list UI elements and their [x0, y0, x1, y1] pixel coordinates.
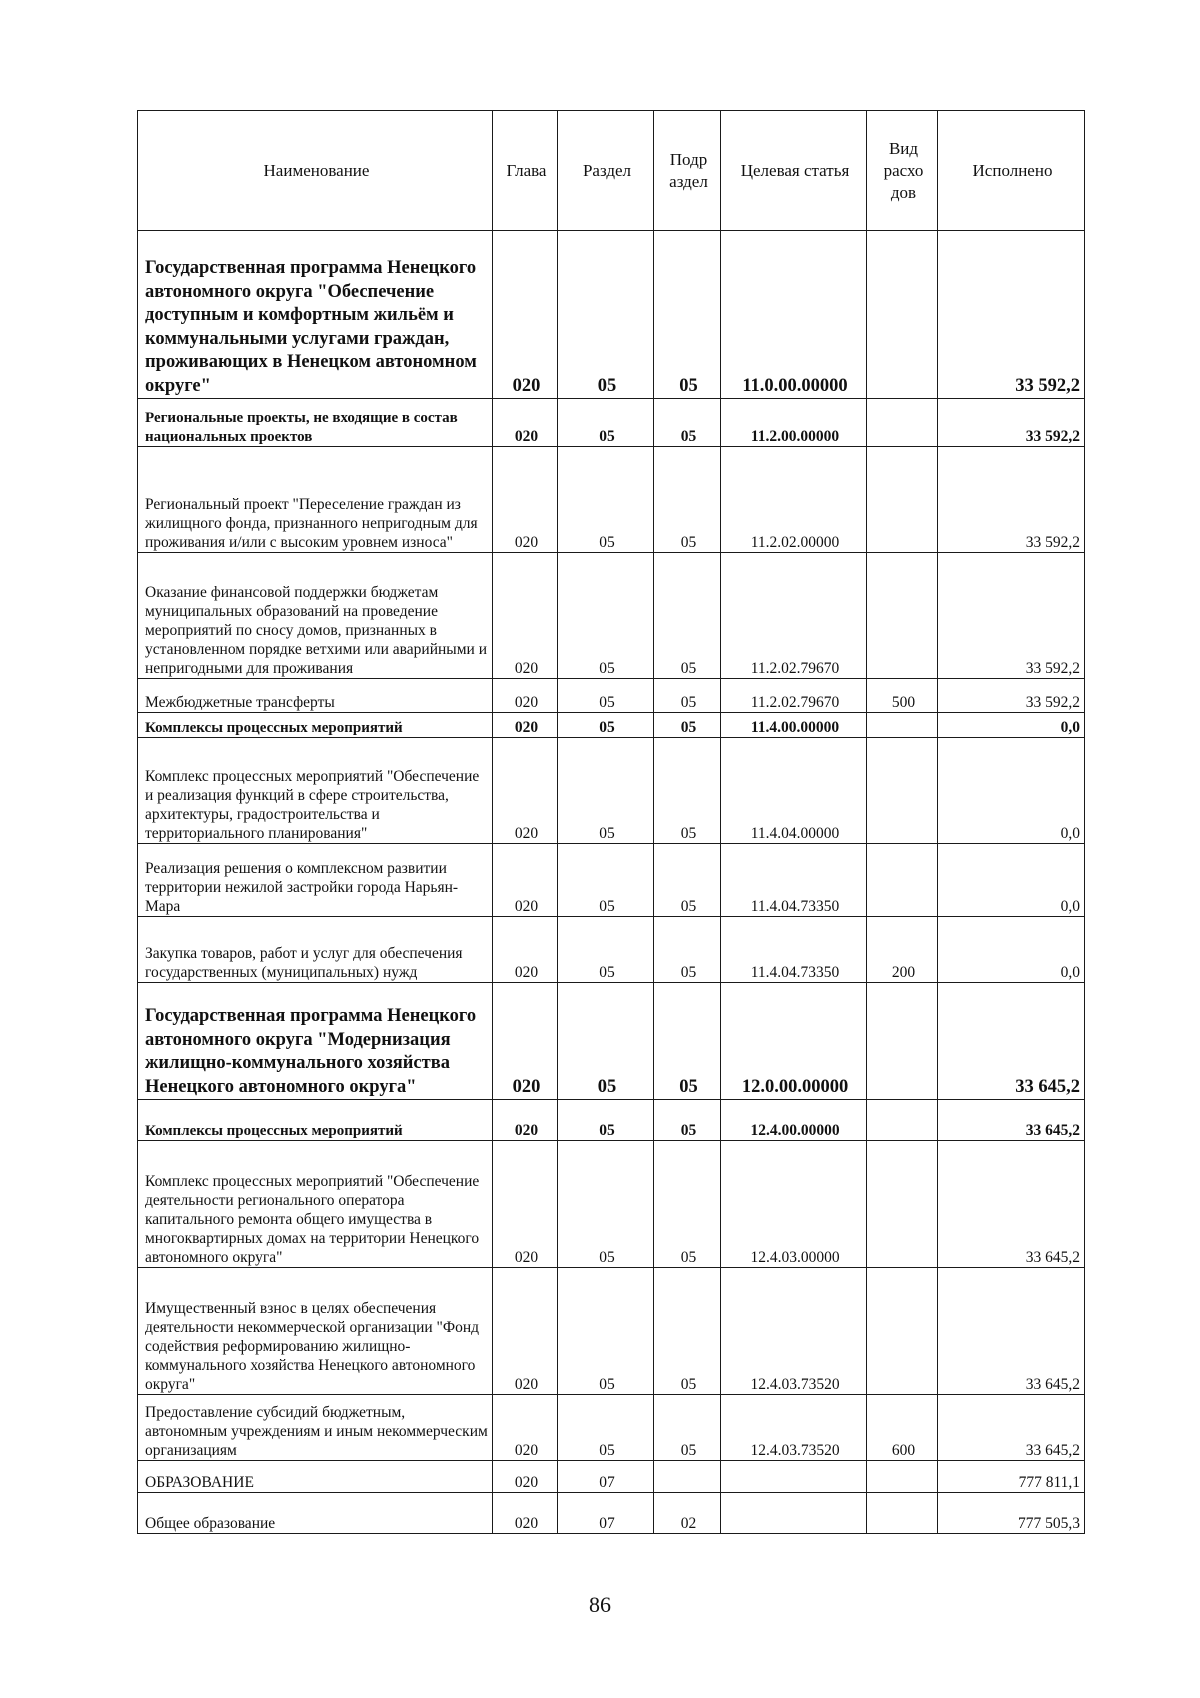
row-razdel: 05	[558, 399, 654, 447]
row-vid	[867, 231, 938, 399]
row-celevaya	[721, 1493, 867, 1534]
table-row	[138, 231, 1085, 399]
row-glava: 020	[493, 231, 558, 399]
header-vid: Вид расхо дов	[867, 111, 938, 231]
row-celevaya: 12.0.00.00000	[721, 983, 867, 1100]
row-glava: 020	[493, 738, 558, 844]
header-razdel: Раздел	[558, 111, 654, 231]
row-name: Общее образование	[138, 1493, 493, 1534]
row-celevaya: 11.2.00.00000	[721, 399, 867, 447]
row-razdel: 05	[558, 1141, 654, 1268]
row-vid	[867, 447, 938, 553]
row-razdel: 05	[558, 679, 654, 713]
table-row	[138, 553, 1085, 679]
row-name: Имущественный взнос в целях обеспечения деятельности некоммерческой организации "Фонд содействия реформированию жилищно-коммунального хозяйства Ненецкого автономного округа"	[138, 1268, 493, 1395]
row-ispolneno: 33 645,2	[938, 1268, 1085, 1395]
row-vid	[867, 713, 938, 738]
row-name: Реализация решения о комплексном развитии территории нежилой застройки города Нарьян-Мара	[138, 844, 493, 917]
row-celevaya: 11.4.04.73350	[721, 917, 867, 983]
row-name: Комплекс процессных мероприятий "Обеспечение и реализация функций в сфере строительства, архитектуры, градостроительства и территориального планирования"	[138, 738, 493, 844]
table-row	[138, 713, 1085, 738]
table-row	[138, 447, 1085, 553]
table-row	[138, 1141, 1085, 1268]
row-ispolneno: 0,0	[938, 713, 1085, 738]
row-razdel: 07	[558, 1461, 654, 1493]
row-podrazdel: 05	[654, 738, 721, 844]
row-celevaya: 11.4.04.00000	[721, 738, 867, 844]
row-name: ОБРАЗОВАНИЕ	[138, 1461, 493, 1493]
row-podrazdel: 05	[654, 917, 721, 983]
row-celevaya: 12.4.03.73520	[721, 1268, 867, 1395]
table-row	[138, 1395, 1085, 1461]
row-vid	[867, 738, 938, 844]
row-vid: 200	[867, 917, 938, 983]
row-ispolneno: 33 592,2	[938, 679, 1085, 713]
row-name: Комплексы процессных мероприятий	[138, 713, 493, 738]
row-podrazdel: 05	[654, 713, 721, 738]
row-ispolneno: 33 592,2	[938, 553, 1085, 679]
row-podrazdel: 05	[654, 983, 721, 1100]
row-razdel: 05	[558, 713, 654, 738]
row-glava: 020	[493, 1395, 558, 1461]
row-vid	[867, 399, 938, 447]
row-podrazdel: 05	[654, 1395, 721, 1461]
row-name: Региональные проекты, не входящие в состав национальных проектов	[138, 399, 493, 447]
row-glava: 020	[493, 679, 558, 713]
row-name: Государственная программа Ненецкого автономного округа "Обеспечение доступным и комфортным жильём и коммунальными услугами граждан, проживающих в Ненецком автономном округе"	[138, 231, 493, 399]
page-number: 86	[589, 1592, 611, 1617]
row-celevaya: 11.4.00.00000	[721, 713, 867, 738]
row-razdel: 05	[558, 1268, 654, 1395]
header-name: Наименование	[138, 111, 493, 231]
row-glava: 020	[493, 553, 558, 679]
row-glava: 020	[493, 713, 558, 738]
row-podrazdel: 05	[654, 399, 721, 447]
row-razdel: 05	[558, 1100, 654, 1141]
row-name: Комплексы процессных мероприятий	[138, 1100, 493, 1141]
row-name: Межбюджетные трансферты	[138, 679, 493, 713]
row-celevaya: 12.4.00.00000	[721, 1100, 867, 1141]
row-glava: 020	[493, 1461, 558, 1493]
table-row	[138, 399, 1085, 447]
row-vid	[867, 1493, 938, 1534]
row-ispolneno: 777 505,3	[938, 1493, 1085, 1534]
row-name: Региональный проект "Переселение граждан из жилищного фонда, признанного непригодным для проживания и/или с высоким уровнем износа"	[138, 447, 493, 553]
row-razdel: 05	[558, 553, 654, 679]
row-razdel: 05	[558, 917, 654, 983]
row-razdel: 05	[558, 447, 654, 553]
table-row	[138, 1461, 1085, 1493]
row-vid	[867, 553, 938, 679]
row-podrazdel: 05	[654, 1141, 721, 1268]
table-row	[138, 917, 1085, 983]
table-row	[138, 1100, 1085, 1141]
row-glava: 020	[493, 1100, 558, 1141]
row-ispolneno: 33 592,2	[938, 399, 1085, 447]
row-glava: 020	[493, 917, 558, 983]
row-podrazdel: 05	[654, 844, 721, 917]
row-vid	[867, 1461, 938, 1493]
row-celevaya: 12.4.03.00000	[721, 1141, 867, 1268]
row-podrazdel: 02	[654, 1493, 721, 1534]
table-header-row	[138, 111, 1085, 231]
row-glava: 020	[493, 1268, 558, 1395]
row-podrazdel: 05	[654, 679, 721, 713]
row-celevaya: 11.2.02.79670	[721, 553, 867, 679]
row-celevaya: 11.4.04.73350	[721, 844, 867, 917]
header-celevaya: Целевая статья	[721, 111, 867, 231]
header-podrazdel: Подр аздел	[654, 111, 721, 231]
row-vid: 600	[867, 1395, 938, 1461]
row-name: Государственная программа Ненецкого автономного округа "Модернизация жилищно-коммунального хозяйства Ненецкого автономного округа"	[138, 983, 493, 1100]
row-celevaya: 11.0.00.00000	[721, 231, 867, 399]
row-glava: 020	[493, 399, 558, 447]
row-razdel: 05	[558, 844, 654, 917]
row-ispolneno: 33 592,2	[938, 447, 1085, 553]
row-celevaya: 11.2.02.00000	[721, 447, 867, 553]
row-glava: 020	[493, 844, 558, 917]
row-ispolneno: 33 645,2	[938, 983, 1085, 1100]
row-podrazdel	[654, 1461, 721, 1493]
row-celevaya: 12.4.03.73520	[721, 1395, 867, 1461]
row-ispolneno: 33 645,2	[938, 1141, 1085, 1268]
row-vid	[867, 1100, 938, 1141]
row-name: Оказание финансовой поддержки бюджетам муниципальных образований на проведение мероприятий по сносу домов, признанных в установленном порядке ветхими или аварийными и непригодными для проживания	[138, 553, 493, 679]
row-glava: 020	[493, 1493, 558, 1534]
table-row	[138, 844, 1085, 917]
row-razdel: 05	[558, 231, 654, 399]
row-vid	[867, 844, 938, 917]
row-podrazdel: 05	[654, 447, 721, 553]
row-ispolneno: 777 811,1	[938, 1461, 1085, 1493]
row-celevaya	[721, 1461, 867, 1493]
row-vid	[867, 1268, 938, 1395]
row-ispolneno: 0,0	[938, 844, 1085, 917]
row-ispolneno: 33 645,2	[938, 1100, 1085, 1141]
table-row	[138, 738, 1085, 844]
header-glava: Глава	[493, 111, 558, 231]
row-razdel: 05	[558, 1395, 654, 1461]
table-row	[138, 1268, 1085, 1395]
row-glava: 020	[493, 1141, 558, 1268]
row-glava: 020	[493, 447, 558, 553]
row-name: Предоставление субсидий бюджетным, автономным учреждениям и иным некоммерческим организациям	[138, 1395, 493, 1461]
table-row	[138, 983, 1085, 1100]
row-vid	[867, 1141, 938, 1268]
row-ispolneno: 33 592,2	[938, 231, 1085, 399]
row-podrazdel: 05	[654, 231, 721, 399]
row-glava: 020	[493, 983, 558, 1100]
row-celevaya: 11.2.02.79670	[721, 679, 867, 713]
row-podrazdel: 05	[654, 553, 721, 679]
row-ispolneno: 0,0	[938, 738, 1085, 844]
table-row	[138, 1493, 1085, 1534]
header-ispolneno: Исполнено	[938, 111, 1085, 231]
row-podrazdel: 05	[654, 1100, 721, 1141]
row-razdel: 05	[558, 738, 654, 844]
row-ispolneno: 0,0	[938, 917, 1085, 983]
row-name: Комплекс процессных мероприятий "Обеспечение деятельности регионального оператора капитального ремонта общего имущества в многоквартирных домах на территории Ненецкого автономного округа"	[138, 1141, 493, 1268]
row-vid: 500	[867, 679, 938, 713]
row-vid	[867, 983, 938, 1100]
row-ispolneno: 33 645,2	[938, 1395, 1085, 1461]
row-name: Закупка товаров, работ и услуг для обеспечения государственных (муниципальных) нужд	[138, 917, 493, 983]
table-row	[138, 679, 1085, 713]
row-razdel: 05	[558, 983, 654, 1100]
budget-table	[137, 110, 1085, 1534]
row-podrazdel: 05	[654, 1268, 721, 1395]
row-razdel: 07	[558, 1493, 654, 1534]
